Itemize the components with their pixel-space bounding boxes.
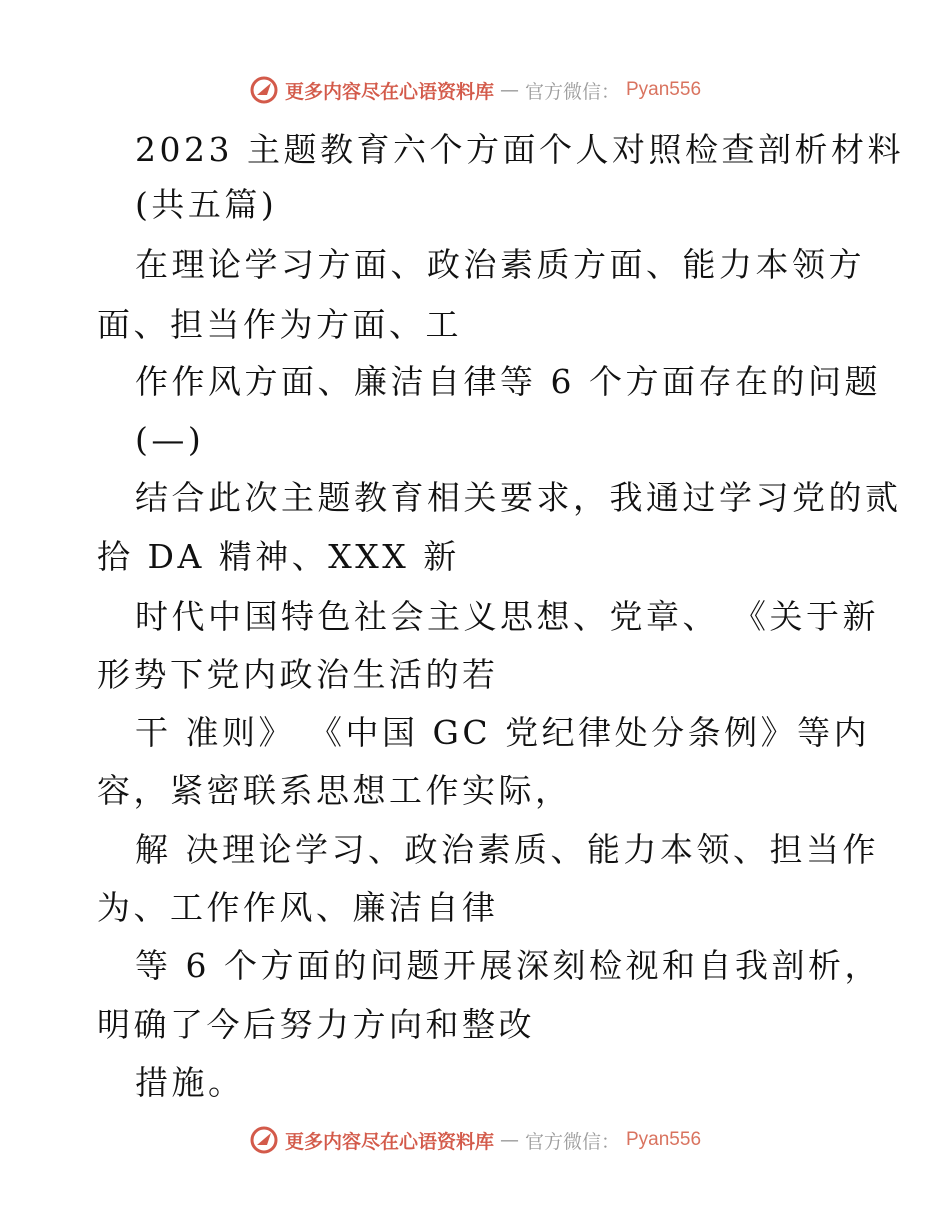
text-line: 结合此次主题教育相关要求，我通过学习党的贰 xyxy=(135,478,902,517)
watermark-wechat-id: Pyan556 xyxy=(626,79,702,100)
logo-icon xyxy=(249,1125,279,1155)
header-watermark xyxy=(0,70,950,110)
text-line: 明确了今后努力方向和整改 xyxy=(97,1005,535,1044)
text-line: 容，紧密联系思想工作实际， xyxy=(97,771,572,810)
text-line: 措施。 xyxy=(135,1063,245,1102)
text-line: 干 准则》 《中国 GC 党纪律处分条例》等内 xyxy=(135,713,871,752)
text-line: 为、工作作风、廉洁自律 xyxy=(97,888,499,927)
logo-icon xyxy=(249,75,279,105)
watermark-separator: — xyxy=(499,1129,519,1151)
text-line: 等 6 个方面的问题开展深刻检视和自我剖析， xyxy=(135,946,881,985)
text-line: 作作风方面、廉洁自律等 6 个方面存在的问题 xyxy=(135,362,881,401)
document-subtitle: (共五篇) xyxy=(135,185,278,224)
document-title: 2023 主题教育六个方面个人对照检查剖析材料 xyxy=(135,130,904,169)
text-line: 形势下党内政治生活的若 xyxy=(97,655,499,694)
text-line: 在理论学习方面、政治素质方面、能力本领方 xyxy=(135,245,865,284)
watermark-wechat-label: 官方微信： xyxy=(524,1130,620,1153)
section-number: (—) xyxy=(135,420,205,459)
watermark-text: 更多内容尽在心语资料库 xyxy=(284,80,494,103)
watermark-separator: — xyxy=(499,79,519,101)
text-line: 拾 DA 精神、XXX 新 xyxy=(97,537,460,576)
watermark-wechat-id: Pyan556 xyxy=(626,1129,702,1150)
footer-watermark xyxy=(0,1120,950,1160)
text-line: 解 决理论学习、政治素质、能力本领、担当作 xyxy=(135,830,879,869)
text-line: 面、担当作为方面、工 xyxy=(97,305,462,344)
text-line: 时代中国特色社会主义思想、党章、 《关于新 xyxy=(135,597,879,636)
watermark-wechat-label: 官方微信： xyxy=(524,80,620,103)
watermark-text: 更多内容尽在心语资料库 xyxy=(284,1130,494,1153)
